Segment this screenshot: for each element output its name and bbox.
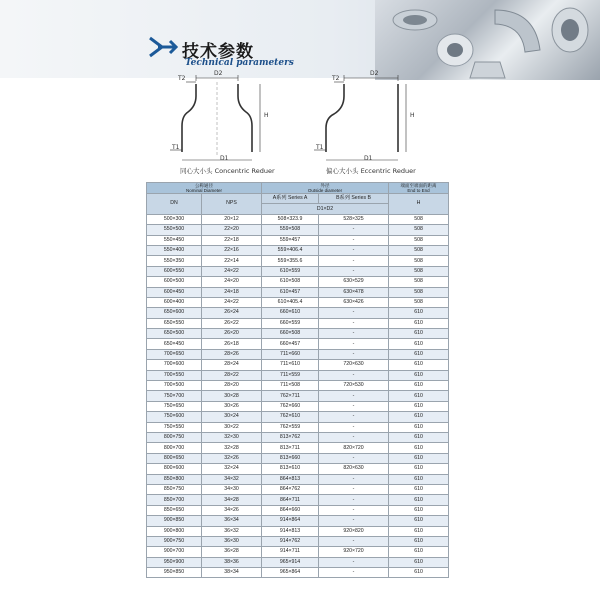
cell-h: 610 [389, 505, 449, 515]
table-row [147, 443, 449, 453]
table-row [147, 484, 449, 494]
concentric-caption: 同心大小头 Concentric Reduer [180, 167, 275, 175]
cell-series-a: 711×508 [262, 381, 319, 391]
cell-series-a: 508×323.9 [262, 214, 319, 224]
cell-series-b: - [319, 225, 389, 235]
cell-series-a: 914×711 [262, 547, 319, 557]
eccentric-label-d1: D1 [364, 155, 373, 162]
cell-series-b: - [319, 235, 389, 245]
cell-dn: 950×850 [147, 568, 202, 578]
cell-dn: 650×600 [147, 308, 202, 318]
cell-dn: 750×700 [147, 391, 202, 401]
col-dn: DN [147, 194, 202, 215]
cell-nps: 24×22 [202, 297, 262, 307]
cell-h: 508 [389, 235, 449, 245]
cell-h: 508 [389, 287, 449, 297]
cell-series-a: 914×762 [262, 536, 319, 546]
cell-h: 610 [389, 349, 449, 359]
cell-series-b: - [319, 422, 389, 432]
cell-nps: 28×20 [202, 381, 262, 391]
cell-h: 610 [389, 422, 449, 432]
cell-series-b: 820×630 [319, 464, 389, 474]
col-d1d2: D1×D2 [262, 204, 389, 214]
cell-series-a: 559×406.4 [262, 245, 319, 255]
table-row [147, 526, 449, 536]
outside-diameter-header: 外径 Outside diameter [262, 183, 389, 194]
cell-series-b: - [319, 391, 389, 401]
cell-h: 610 [389, 557, 449, 567]
cell-series-a: 813×660 [262, 453, 319, 463]
cell-series-a: 762×559 [262, 422, 319, 432]
cell-series-b: - [319, 318, 389, 328]
table-row [147, 245, 449, 255]
cell-series-b: - [319, 329, 389, 339]
table-row [147, 339, 449, 349]
page-title: 技术参数 [182, 42, 254, 62]
cell-nps: 30×28 [202, 391, 262, 401]
table-row [147, 495, 449, 505]
cell-h: 610 [389, 432, 449, 442]
concentric-label-h: H [264, 112, 269, 119]
cell-dn: 850×800 [147, 474, 202, 484]
table-row [147, 536, 449, 546]
concentric-label-t2: T2 [178, 75, 186, 82]
cell-dn: 750×550 [147, 422, 202, 432]
cell-series-a: 660×457 [262, 339, 319, 349]
cell-h: 508 [389, 225, 449, 235]
cell-nps: 26×18 [202, 339, 262, 349]
concentric-label-d1: D1 [220, 155, 229, 162]
cell-dn: 700×650 [147, 349, 202, 359]
cell-dn: 700×500 [147, 381, 202, 391]
cell-dn: 850×650 [147, 505, 202, 515]
cell-dn: 600×550 [147, 266, 202, 276]
cell-series-b: 920×720 [319, 547, 389, 557]
cell-series-b: 630×478 [319, 287, 389, 297]
concentric-reducer-diagram [168, 70, 278, 166]
cell-series-b: - [319, 516, 389, 526]
cell-series-b: - [319, 505, 389, 515]
cell-nps: 34×26 [202, 505, 262, 515]
cell-h: 508 [389, 245, 449, 255]
table-row [147, 391, 449, 401]
cell-series-b: - [319, 401, 389, 411]
eccentric-label-h: H [410, 112, 415, 119]
cell-series-a: 813×711 [262, 443, 319, 453]
table-row [147, 349, 449, 359]
cell-h: 610 [389, 464, 449, 474]
cell-nps: 36×34 [202, 516, 262, 526]
cell-h: 610 [389, 360, 449, 370]
cell-series-b: - [319, 557, 389, 567]
page-subtitle: Technical parameters [185, 58, 294, 68]
cell-h: 610 [389, 526, 449, 536]
cell-h: 508 [389, 214, 449, 224]
cell-nps: 22×16 [202, 245, 262, 255]
cell-series-a: 813×762 [262, 432, 319, 442]
cell-series-a: 914×813 [262, 526, 319, 536]
cell-series-a: 864×711 [262, 495, 319, 505]
cell-dn: 650×450 [147, 339, 202, 349]
cell-series-a: 559×508 [262, 225, 319, 235]
cell-series-a: 762×711 [262, 391, 319, 401]
cell-dn: 550×350 [147, 256, 202, 266]
cell-h: 610 [389, 381, 449, 391]
cell-dn: 750×650 [147, 401, 202, 411]
cell-series-b: 720×630 [319, 360, 389, 370]
cell-h: 610 [389, 308, 449, 318]
cell-series-a: 711×559 [262, 370, 319, 380]
cell-h: 610 [389, 339, 449, 349]
cell-nps: 28×22 [202, 370, 262, 380]
cell-dn: 950×900 [147, 557, 202, 567]
cell-series-b: - [319, 536, 389, 546]
cell-series-b: 528×325 [319, 214, 389, 224]
cell-series-a: 610×405.4 [262, 297, 319, 307]
cell-nps: 28×26 [202, 349, 262, 359]
cell-h: 610 [389, 443, 449, 453]
cell-series-a: 762×660 [262, 401, 319, 411]
cell-dn: 800×700 [147, 443, 202, 453]
cell-series-a: 813×610 [262, 464, 319, 474]
table-row [147, 464, 449, 474]
cell-series-a: 864×813 [262, 474, 319, 484]
table-row [147, 370, 449, 380]
cell-dn: 650×500 [147, 329, 202, 339]
cell-series-a: 559×457 [262, 235, 319, 245]
table-row [147, 453, 449, 463]
cell-h: 610 [389, 370, 449, 380]
table-row [147, 329, 449, 339]
cell-h: 508 [389, 277, 449, 287]
cell-dn: 800×600 [147, 464, 202, 474]
cell-h: 610 [389, 536, 449, 546]
eccentric-label-t2: T2 [332, 75, 340, 82]
cell-dn: 600×400 [147, 297, 202, 307]
cell-dn: 700×600 [147, 360, 202, 370]
cell-series-b: 920×820 [319, 526, 389, 536]
cell-h: 610 [389, 474, 449, 484]
cell-series-a: 914×864 [262, 516, 319, 526]
table-row [147, 256, 449, 266]
cell-h: 610 [389, 329, 449, 339]
cell-series-a: 610×559 [262, 266, 319, 276]
cell-series-a: 610×457 [262, 287, 319, 297]
cell-h: 610 [389, 391, 449, 401]
cell-dn: 850×700 [147, 495, 202, 505]
cell-dn: 850×750 [147, 484, 202, 494]
cell-nps: 28×24 [202, 360, 262, 370]
cell-dn: 900×700 [147, 547, 202, 557]
cell-h: 508 [389, 297, 449, 307]
cell-series-b: - [319, 432, 389, 442]
cell-series-a: 711×610 [262, 360, 319, 370]
table-row [147, 214, 449, 224]
cell-nps: 34×32 [202, 474, 262, 484]
table-row [147, 557, 449, 567]
cell-nps: 32×26 [202, 453, 262, 463]
cell-h: 610 [389, 453, 449, 463]
cell-dn: 600×500 [147, 277, 202, 287]
cell-nps: 36×28 [202, 547, 262, 557]
eccentric-reducer-diagram [312, 70, 422, 166]
cell-dn: 550×400 [147, 245, 202, 255]
cell-dn: 800×650 [147, 453, 202, 463]
cell-nps: 34×30 [202, 484, 262, 494]
table-row [147, 422, 449, 432]
cell-dn: 900×850 [147, 516, 202, 526]
table-row [147, 308, 449, 318]
cell-dn: 750×600 [147, 412, 202, 422]
table-row [147, 297, 449, 307]
cell-h: 610 [389, 484, 449, 494]
cell-dn: 550×450 [147, 235, 202, 245]
cell-nps: 30×24 [202, 412, 262, 422]
cell-series-b: - [319, 245, 389, 255]
cell-series-b: - [319, 474, 389, 484]
cell-dn: 500×300 [147, 214, 202, 224]
cell-series-a: 711×660 [262, 349, 319, 359]
table-row [147, 505, 449, 515]
cell-dn: 900×800 [147, 526, 202, 536]
cell-nps: 32×28 [202, 443, 262, 453]
cell-series-a: 660×610 [262, 308, 319, 318]
table-row [147, 277, 449, 287]
concentric-label-t1: T1 [172, 144, 180, 151]
cell-series-b: - [319, 266, 389, 276]
cell-series-b: 630×426 [319, 297, 389, 307]
table-row [147, 318, 449, 328]
cell-dn: 900×750 [147, 536, 202, 546]
cell-series-b: - [319, 349, 389, 359]
table-row [147, 568, 449, 578]
cell-series-b: - [319, 453, 389, 463]
cell-nps: 38×36 [202, 557, 262, 567]
cell-h: 610 [389, 412, 449, 422]
cell-series-b: 720×530 [319, 381, 389, 391]
eccentric-label-d2: D2 [370, 70, 379, 77]
cell-h: 610 [389, 318, 449, 328]
table-row [147, 547, 449, 557]
cell-series-b: - [319, 568, 389, 578]
cell-series-a: 559×355.6 [262, 256, 319, 266]
cell-nps: 30×26 [202, 401, 262, 411]
cell-nps: 32×30 [202, 432, 262, 442]
table-row [147, 225, 449, 235]
col-h: H [389, 194, 449, 215]
cell-dn: 600×450 [147, 287, 202, 297]
cell-series-b: - [319, 256, 389, 266]
cell-nps: 26×24 [202, 308, 262, 318]
end-to-end-header: 端面至端面的距离 End to End [389, 183, 449, 194]
table-row [147, 235, 449, 245]
cell-dn: 550×500 [147, 225, 202, 235]
cell-nps: 38×34 [202, 568, 262, 578]
cell-nps: 36×32 [202, 526, 262, 536]
cell-nps: 34×28 [202, 495, 262, 505]
cell-series-b: - [319, 308, 389, 318]
eccentric-caption: 偏心大小头 Eccentric Reduer [326, 167, 416, 175]
col-series-a: A系列 Series A [262, 194, 319, 204]
cell-series-a: 610×508 [262, 277, 319, 287]
cell-h: 610 [389, 568, 449, 578]
technical-parameters-table [146, 182, 449, 578]
cell-h: 610 [389, 495, 449, 505]
cell-nps: 26×20 [202, 329, 262, 339]
cell-series-a: 965×914 [262, 557, 319, 567]
cell-series-a: 660×508 [262, 329, 319, 339]
cell-nps: 20×12 [202, 214, 262, 224]
cell-series-b: - [319, 495, 389, 505]
concentric-label-d2: D2 [214, 70, 223, 77]
cell-series-a: 965×864 [262, 568, 319, 578]
cell-series-b: - [319, 484, 389, 494]
cell-dn: 650×550 [147, 318, 202, 328]
table-body [147, 214, 449, 578]
eccentric-label-t1: T1 [316, 144, 324, 151]
cell-series-a: 864×660 [262, 505, 319, 515]
cell-nps: 24×22 [202, 266, 262, 276]
col-series-b: B系列 Series B [319, 194, 389, 204]
cell-h: 610 [389, 547, 449, 557]
cell-h: 610 [389, 401, 449, 411]
cell-h: 610 [389, 516, 449, 526]
arrow-icon [148, 36, 178, 58]
cell-nps: 32×24 [202, 464, 262, 474]
table-row [147, 432, 449, 442]
cell-series-b: 630×529 [319, 277, 389, 287]
cell-nps: 22×14 [202, 256, 262, 266]
table-row [147, 401, 449, 411]
table-row [147, 360, 449, 370]
cell-series-a: 864×762 [262, 484, 319, 494]
cell-dn: 700×550 [147, 370, 202, 380]
cell-nps: 26×22 [202, 318, 262, 328]
cell-nps: 24×18 [202, 287, 262, 297]
cell-series-b: - [319, 370, 389, 380]
pipe-fittings-photo [375, 0, 600, 80]
cell-nps: 36×30 [202, 536, 262, 546]
table-row [147, 266, 449, 276]
table-row [147, 516, 449, 526]
table-row [147, 287, 449, 297]
cell-series-b: - [319, 339, 389, 349]
cell-series-b: 820×720 [319, 443, 389, 453]
cell-nps: 22×20 [202, 225, 262, 235]
cell-nps: 30×22 [202, 422, 262, 432]
cell-h: 508 [389, 266, 449, 276]
cell-nps: 22×18 [202, 235, 262, 245]
cell-series-b: - [319, 412, 389, 422]
table-row [147, 412, 449, 422]
cell-nps: 24×20 [202, 277, 262, 287]
cell-series-a: 762×610 [262, 412, 319, 422]
table-row [147, 381, 449, 391]
nominal-diameter-header: 公称通径 Nominal Diameter [147, 183, 262, 194]
cell-dn: 800×750 [147, 432, 202, 442]
table-row [147, 474, 449, 484]
cell-h: 508 [389, 256, 449, 266]
cell-series-a: 660×559 [262, 318, 319, 328]
col-nps: NPS [202, 194, 262, 215]
